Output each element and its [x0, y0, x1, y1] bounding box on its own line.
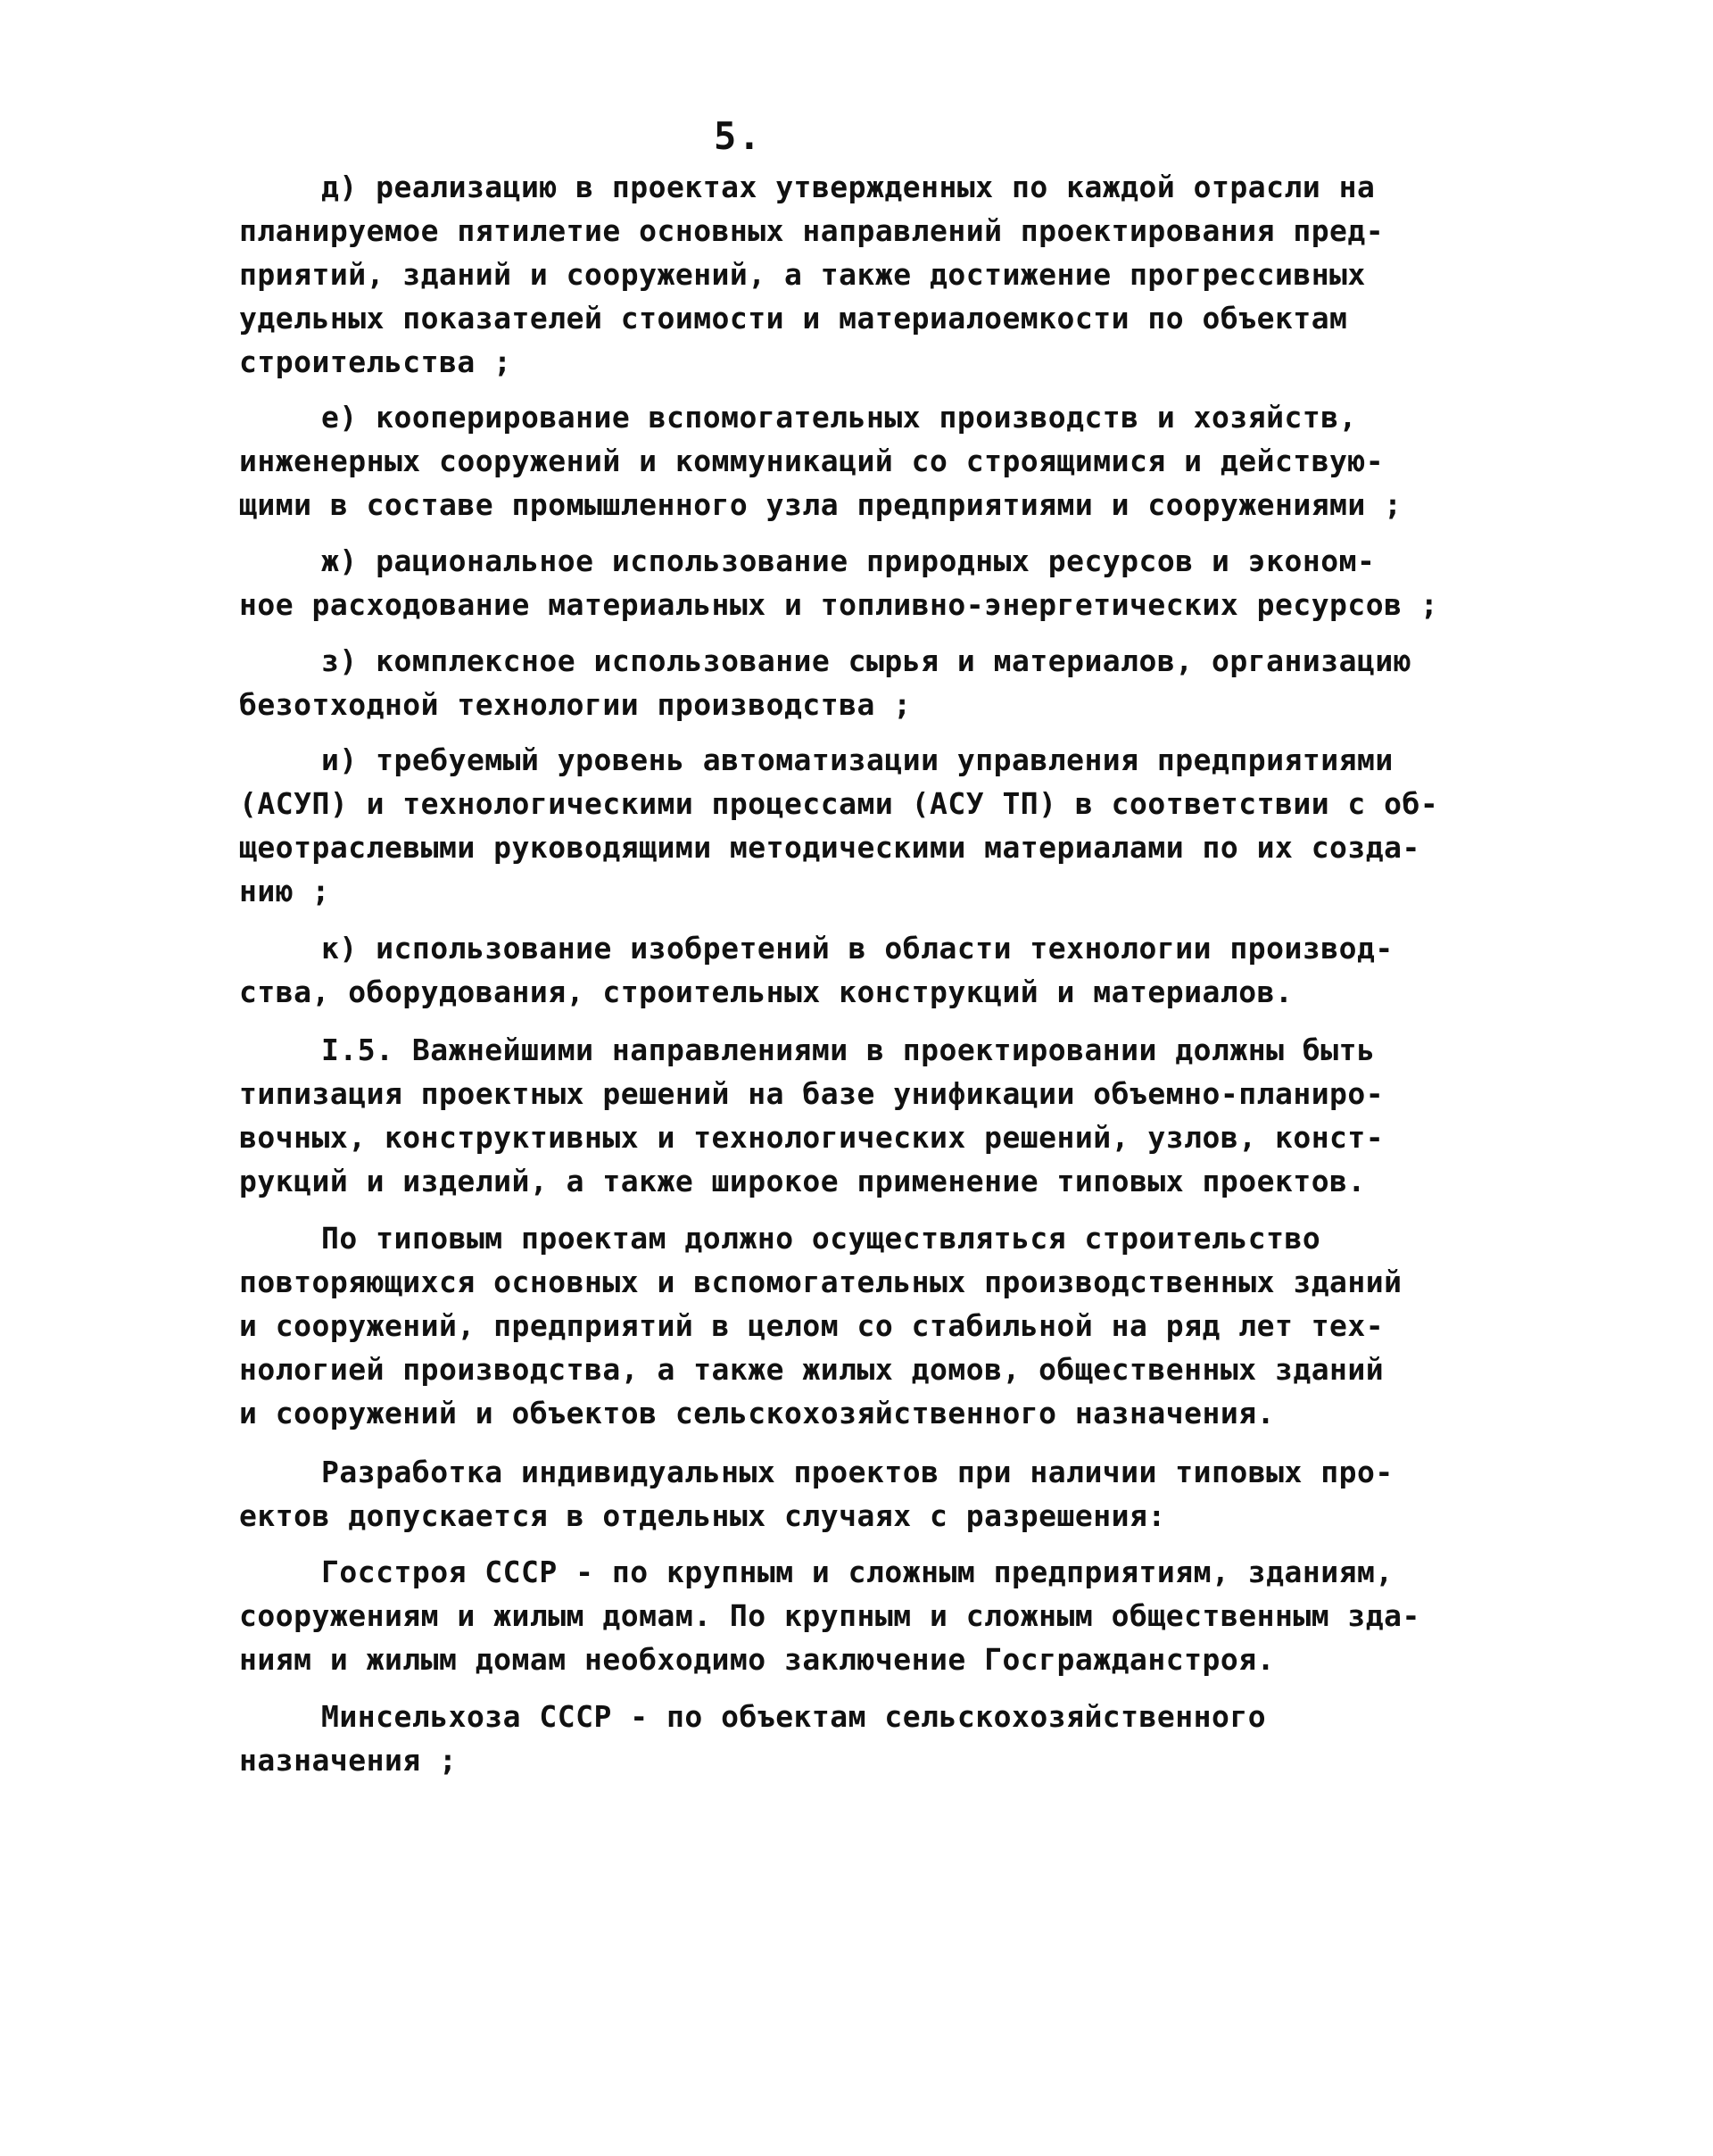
paragraph-d	[239, 165, 1399, 384]
text-line: назначения ;	[239, 1743, 458, 1778]
text-line: щими в составе промышленного узла предприятиями и сооружениями ;	[239, 487, 1403, 522]
paragraph-i	[239, 738, 1439, 913]
text-line: удельных показателей стоимости и материалоемкости по объектам	[239, 301, 1348, 336]
text-line: инженерных сооружений и коммуникаций со строящимися и действую-	[239, 444, 1385, 478]
text-line: щеотраслевыми руководящими методическими материалами по их созда-	[239, 830, 1420, 865]
paragraph-typical-projects	[239, 1216, 1403, 1435]
text-line: и) требуемый уровень автоматизации управления предприятиями	[321, 742, 1394, 777]
text-line: строительства ;	[239, 344, 512, 379]
text-line: ектов допускается в отдельных случаях с разрешения:	[239, 1498, 1166, 1533]
page-number: 5.	[714, 114, 763, 158]
paragraph-e	[239, 395, 1403, 527]
text-line: приятий, зданий и сооружений, а также достижение прогрессивных	[239, 257, 1366, 292]
text-line: ниям и жилым домам необходимо заключение Госгражданстроя.	[239, 1642, 1275, 1677]
text-line: Минсельхоза СССР - по объектам сельскохозяйственного	[321, 1699, 1267, 1734]
paragraph-individual-projects	[239, 1450, 1399, 1538]
text-line: I.5. Важнейшими направлениями в проектировании должны быть	[321, 1032, 1376, 1067]
text-line: д) реализацию в проектах утвержденных по каждой отрасли на	[321, 170, 1376, 204]
paragraph-k	[239, 926, 1399, 1014]
text-line: сооружениям и жилым домам. По крупным и сложным общественным зда-	[239, 1598, 1420, 1633]
text-line: повторяющихся основных и вспомогательных производственных зданий	[239, 1265, 1403, 1299]
text-line: нологией производства, а также жилых домов, общественных зданий	[239, 1352, 1385, 1387]
text-line: ства, оборудования, строительных конструкций и материалов.	[239, 974, 1294, 1009]
text-line: з) комплексное использование сырья и материалов, организацию	[321, 643, 1412, 678]
text-line: Госстроя СССР - по крупным и сложным предприятиям, зданиям,	[321, 1555, 1394, 1589]
paragraph-minselkhoz	[239, 1695, 1399, 1782]
text-line: и сооружений, предприятий в целом со стабильной на ряд лет тех-	[239, 1308, 1385, 1343]
paragraph-gosstroy	[239, 1550, 1420, 1681]
paragraph-1-5	[239, 1028, 1399, 1203]
paragraph-zh	[239, 539, 1439, 626]
text-line: (АСУП) и технологическими процессами (АСУ ТП) в соответствии с об-	[239, 786, 1439, 821]
paragraph-z	[239, 639, 1412, 726]
text-line: По типовым проектам должно осуществляться строительство	[321, 1221, 1321, 1256]
text-line: и сооружений и объектов сельскохозяйственного назначения.	[239, 1396, 1275, 1430]
text-line: е) кооперирование вспомогательных производств и хозяйств,	[321, 400, 1357, 435]
text-line: вочных, конструктивных и технологических решений, узлов, конст-	[239, 1120, 1385, 1155]
text-line: типизация проектных решений на базе унификации объемно-планиро-	[239, 1076, 1385, 1111]
text-line: ж) рациональное использование природных ресурсов и эконом-	[321, 543, 1376, 578]
text-line: Разработка индивидуальных проектов при наличии типовых про-	[321, 1455, 1394, 1489]
text-line: нию ;	[239, 874, 330, 908]
text-line: планируемое пятилетие основных направлений проектирования пред-	[239, 213, 1385, 248]
text-line: ное расходование материальных и топливно-энергетических ресурсов ;	[239, 587, 1439, 622]
text-line: рукций и изделий, а также широкое применение типовых проектов.	[239, 1164, 1366, 1198]
text-line: безотходной технологии производства ;	[239, 687, 912, 722]
text-line: к) использование изобретений в области технологии производ-	[321, 931, 1394, 966]
